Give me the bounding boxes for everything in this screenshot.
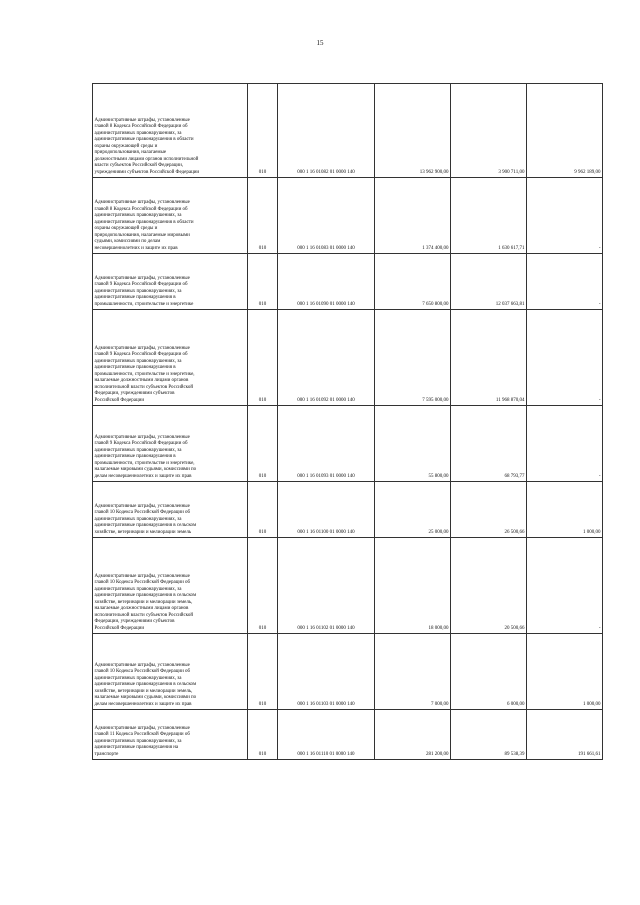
row-unexecuted-cell-text: 191 661,61 xyxy=(578,751,601,757)
row-unexecuted-cell xyxy=(527,178,603,254)
row-approved-cell xyxy=(375,710,451,760)
row-kbk-cell xyxy=(278,84,375,178)
row-code-cell-text: 010 xyxy=(258,301,267,307)
row-unexecuted-cell-text: 9 962 189,00 xyxy=(574,169,601,175)
row-code-cell-text: 010 xyxy=(258,701,267,707)
row-approved-cell xyxy=(375,254,451,310)
row-name-cell-text: Административные штрафы, установленные главой 9 Кодекса Российской Федерации об административных правонарушениях, за административные правонарушения в промышленности, строительстве и энергетике xyxy=(94,275,194,307)
row-executed-cell-text: 1 630 617,71 xyxy=(498,245,525,251)
row-approved-cell xyxy=(375,310,451,406)
row-executed-cell-text: 6 000,00 xyxy=(507,701,525,707)
row-executed-cell-text: 20 500,66 xyxy=(504,625,525,631)
row-executed-cell xyxy=(451,310,527,406)
row-code-cell xyxy=(248,406,278,482)
row-kbk-cell-text: 000 1 16 01110 01 0000 140 xyxy=(297,751,355,757)
table-row xyxy=(93,178,603,254)
row-kbk-cell xyxy=(278,178,375,254)
row-approved-cell-text: 281 200,00 xyxy=(426,751,449,757)
table-row xyxy=(93,538,603,634)
row-executed-cell xyxy=(451,634,527,710)
row-name-cell xyxy=(93,634,248,710)
row-code-cell-text: 010 xyxy=(258,473,267,479)
table-row xyxy=(93,482,603,538)
row-name-cell-text: Административные штрафы, установленные главой 8 Кодекса Российской Федерации об административных правонарушениях, за административные правонарушения в области охраны окружающей среды и природопользования, налагаемые должностными лицами органов исполнительной власти субъектов Российской Федерации, учреждениями субъектов Российской Федерации xyxy=(94,117,200,175)
row-code-cell xyxy=(248,310,278,406)
row-unexecuted-cell-text: - xyxy=(598,625,601,631)
table-row xyxy=(93,710,603,760)
row-unexecuted-cell xyxy=(527,634,603,710)
row-name-cell-text: Административные штрафы, установленные главой 9 Кодекса Российской Федерации об административных правонарушениях, за административные правонарушения в промышленности, строительстве и энергетике, налагаемые мировыми судьями, комиссиями по делам несовершеннолетних и защите их прав xyxy=(94,434,197,479)
row-name-cell xyxy=(93,254,248,310)
row-executed-cell xyxy=(451,254,527,310)
row-unexecuted-cell-text: 1 000,00 xyxy=(583,701,601,707)
row-name-cell-text: Административные штрафы, установленные главой 9 Кодекса Российской Федерации об административных правонарушениях, за административные правонарушения в промышленности, строительстве и энергетике, налагаемые должностными лицами органов исполнительной власти субъектов Российской Федерации, учреждениями субъектов Российской Федерации xyxy=(94,345,195,403)
table-row xyxy=(93,406,603,482)
row-kbk-cell-text: 000 1 16 01100 01 0000 140 xyxy=(297,529,355,535)
row-name-cell-text: Административные штрафы, установленные главой 11 Кодекса Российской Федерации об административных правонарушениях, за административные правонарушения на транспорте xyxy=(94,725,190,757)
row-kbk-cell xyxy=(278,254,375,310)
row-executed-cell-text: 89 538,39 xyxy=(504,751,525,757)
row-executed-cell-text: 68 793,77 xyxy=(504,473,525,479)
row-executed-cell xyxy=(451,406,527,482)
row-kbk-cell-text: 000 1 16 01092 01 0000 140 xyxy=(297,397,355,403)
row-executed-cell-text: 12 037 663,81 xyxy=(495,301,525,307)
row-name-cell-text: Административные штрафы, установленные главой 10 Кодекса Российской Федерации об административных правонарушениях, за административные правонарушения в сельском хозяйстве, ветеринарии и мелиорации земель xyxy=(94,503,197,535)
row-executed-cell xyxy=(451,178,527,254)
row-executed-cell-text: 11 968 870,04 xyxy=(495,397,525,403)
row-code-cell xyxy=(248,538,278,634)
row-code-cell xyxy=(248,178,278,254)
row-approved-cell xyxy=(375,406,451,482)
row-approved-cell xyxy=(375,482,451,538)
row-kbk-cell-text: 000 1 16 01093 01 0000 140 xyxy=(297,473,355,479)
row-code-cell-text: 010 xyxy=(258,751,267,757)
row-approved-cell-text: 7 650 800,00 xyxy=(422,301,449,307)
row-approved-cell-text: 1 374 400,00 xyxy=(422,245,449,251)
row-name-cell xyxy=(93,406,248,482)
table-body xyxy=(93,84,603,760)
row-unexecuted-cell xyxy=(527,406,603,482)
row-code-cell-text: 010 xyxy=(258,245,267,251)
row-code-cell xyxy=(248,254,278,310)
row-kbk-cell-text: 000 1 16 01082 01 0000 140 xyxy=(297,169,355,175)
row-name-cell xyxy=(93,710,248,760)
row-name-cell xyxy=(93,310,248,406)
row-unexecuted-cell-text: - xyxy=(598,473,601,479)
row-approved-cell-text: 55 800,00 xyxy=(428,473,449,479)
row-code-cell-text: 010 xyxy=(258,397,267,403)
row-unexecuted-cell-text: - xyxy=(598,301,601,307)
row-kbk-cell xyxy=(278,406,375,482)
row-approved-cell xyxy=(375,84,451,178)
row-unexecuted-cell xyxy=(527,254,603,310)
row-executed-cell xyxy=(451,538,527,634)
row-kbk-cell xyxy=(278,710,375,760)
table-row xyxy=(93,634,603,710)
row-name-cell xyxy=(93,84,248,178)
row-approved-cell-text: 25 000,00 xyxy=(428,529,449,535)
row-code-cell xyxy=(248,482,278,538)
row-name-cell-text: Административные штрафы, установленные главой 8 Кодекса Российской Федерации об административных правонарушениях, за административные правонарушения в области охраны окружающей среды и природопользования, налагаемые мировыми судьями, комиссиями по делам несовершеннолетних и защите их прав xyxy=(94,200,194,251)
row-approved-cell xyxy=(375,538,451,634)
row-code-cell-text: 010 xyxy=(258,529,267,535)
row-approved-cell-text: 13 962 900,00 xyxy=(419,169,449,175)
budget-table xyxy=(92,83,603,760)
row-code-cell xyxy=(248,84,278,178)
row-name-cell-text: Административные штрафы, установленные главой 10 Кодекса Российской Федерации об административных правонарушениях, за административные правонарушения в сельском хозяйстве, ветеринарии и мелиорации земель, налагаемые должностными лицами органов исполнительной власти субъектов Российской Федерации, учреждениями субъектов Российской Федерации xyxy=(94,573,197,631)
row-code-cell-text: 010 xyxy=(258,625,267,631)
row-kbk-cell-text: 000 1 16 01083 01 0000 140 xyxy=(297,245,355,251)
row-name-cell-text: Административные штрафы, установленные главой 10 Кодекса Российской Федерации об административных правонарушениях, за административные правонарушения в сельском хозяйстве, ветеринарии и мелиорации земель, налагаемые мировыми судьями, комиссиями по делам несовершеннолетних и защите их прав xyxy=(94,662,197,707)
row-executed-cell xyxy=(451,710,527,760)
row-executed-cell xyxy=(451,482,527,538)
row-code-cell xyxy=(248,634,278,710)
row-kbk-cell-text: 000 1 16 01090 01 0000 140 xyxy=(297,301,355,307)
row-unexecuted-cell xyxy=(527,710,603,760)
row-code-cell-text: 010 xyxy=(258,169,267,175)
row-kbk-cell xyxy=(278,538,375,634)
row-unexecuted-cell xyxy=(527,482,603,538)
table-row xyxy=(93,254,603,310)
row-kbk-cell xyxy=(278,634,375,710)
row-kbk-cell xyxy=(278,310,375,406)
row-unexecuted-cell-text: - xyxy=(598,397,601,403)
row-unexecuted-cell xyxy=(527,538,603,634)
row-unexecuted-cell xyxy=(527,84,603,178)
table-row xyxy=(93,84,603,178)
row-kbk-cell-text: 000 1 16 01103 01 0000 140 xyxy=(297,701,355,707)
row-approved-cell-text: 7 000,00 xyxy=(431,701,449,707)
row-approved-cell-text: 18 000,00 xyxy=(428,625,449,631)
row-approved-cell-text: 7 595 000,00 xyxy=(422,397,449,403)
row-name-cell xyxy=(93,178,248,254)
row-kbk-cell-text: 000 1 16 01102 01 0000 140 xyxy=(297,625,355,631)
page-number: 15 xyxy=(316,39,324,47)
row-unexecuted-cell-text: - xyxy=(598,245,601,251)
row-name-cell xyxy=(93,482,248,538)
row-code-cell xyxy=(248,710,278,760)
row-executed-cell-text: 3 900 711,00 xyxy=(498,169,525,175)
row-executed-cell-text: 26 500,66 xyxy=(504,529,525,535)
row-unexecuted-cell-text: 1 000,00 xyxy=(583,529,601,535)
row-approved-cell xyxy=(375,178,451,254)
row-executed-cell xyxy=(451,84,527,178)
row-unexecuted-cell xyxy=(527,310,603,406)
row-kbk-cell xyxy=(278,482,375,538)
row-name-cell xyxy=(93,538,248,634)
row-approved-cell xyxy=(375,634,451,710)
table-row xyxy=(93,310,603,406)
